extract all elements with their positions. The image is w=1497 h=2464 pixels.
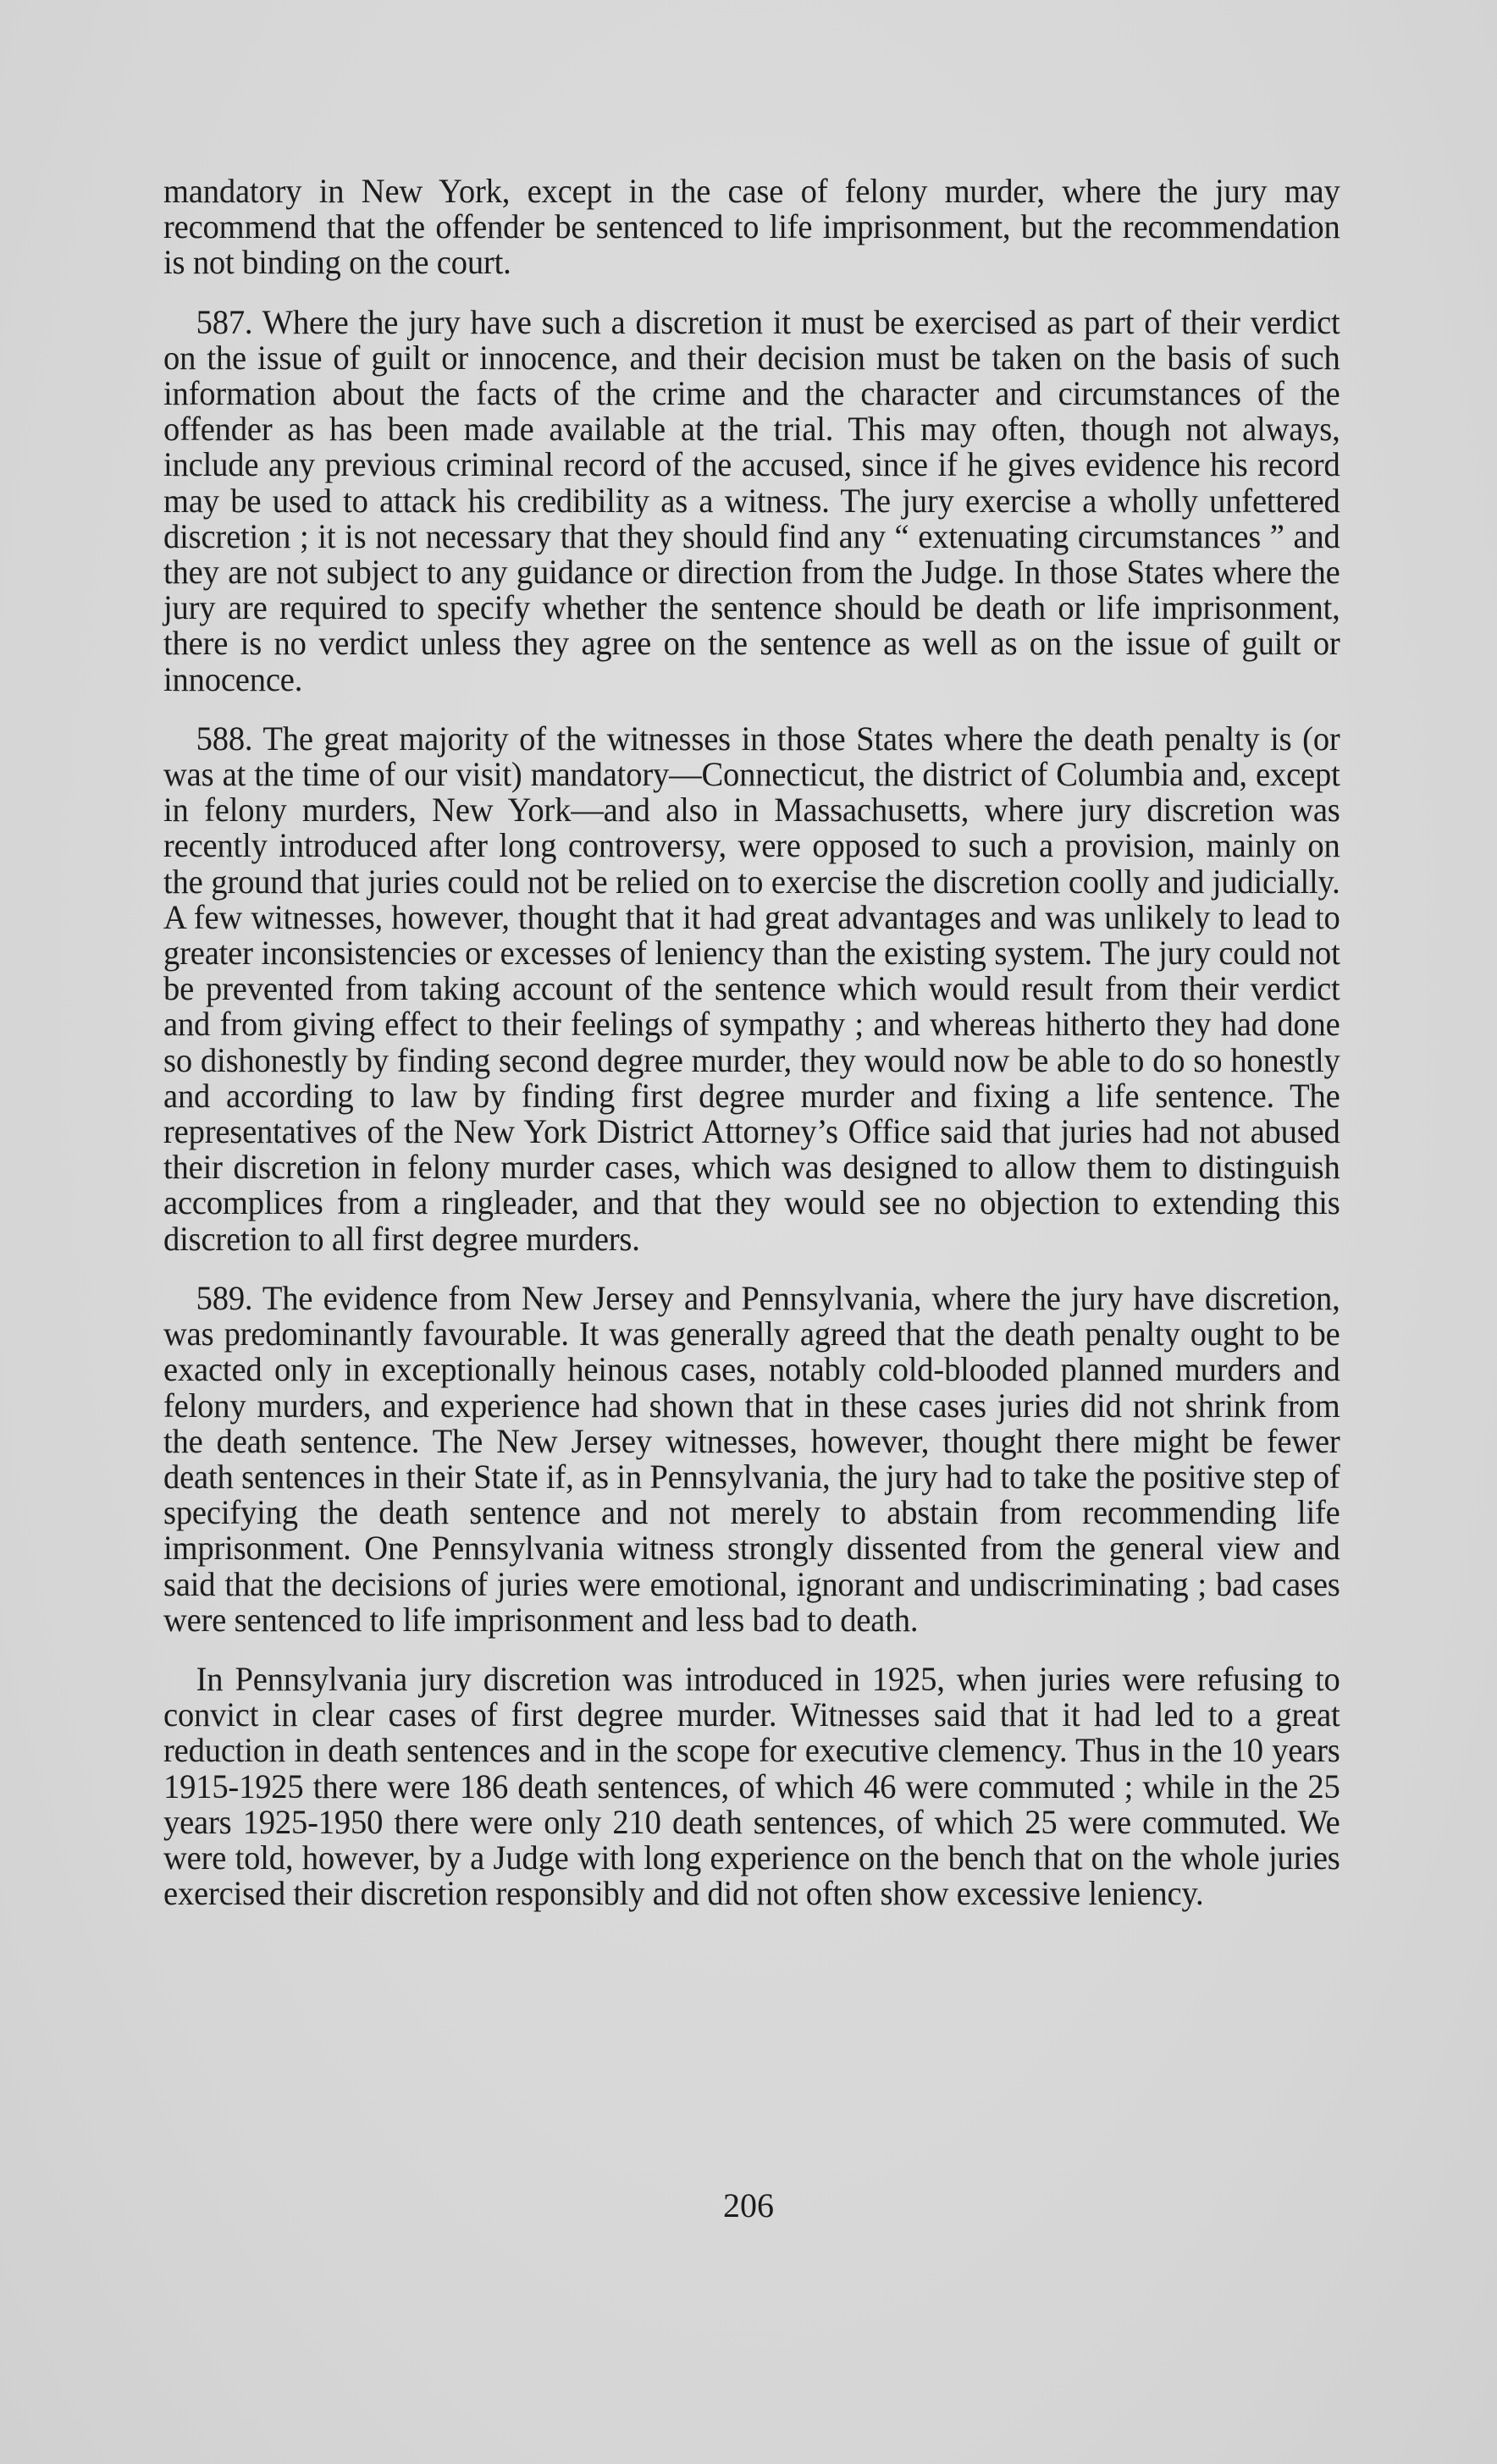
- paragraph-589: 589. The evidence from New Jersey and Pennsylvania, where the jury have discretion, was predominantly favourable. It was generally agreed that the death penalty ought to be exacted only in exceptionally heinous cases, notably cold-blooded planned murders and felony murders, and experience had shown that in these cases juries did not shrink from the death sentence. The New Jersey witnesses, however, thought there might be fewer death sentences in their State if, as in Pennsylvania, the jury had to take the positive step of specifying the death sentence and not merely to abstain from recommending life imprisonment. One Pennsylvania witness strongly dissented from the general view and said that the decisions of juries were emotional, ignorant and undiscriminating ; bad cases were sentenced to life imprisonment and less bad to death.: [163, 1278, 1340, 1639]
- paragraph-continuation: mandatory in New York, except in the case of felony murder, where the jury may recommend that the offender be sentenced to life imprisonment, but the recommendation is not binding on the court.: [163, 172, 1340, 282]
- paragraph-587: 587. Where the jury have such a discretion it must be exercised as part of their verdict on the issue of guilt or innocence, and their decision must be taken on the basis of such information about the facts of the crime and the character and circumstances of the offender as has been made available at the trial. This may often, though not always, include any previous criminal record of the accused, since if he gives evidence his record may be used to attack his credibility as a witness. The jury exercise a wholly unfettered discretion ; it is not necessary that they should find any “ extenuating circumstances ” and they are not subject to any guidance or direction from the Judge. In those States where the jury are required to specify whether the sentence should be death or life imprisonment, there is no verdict unless they agree on the sentence as well as on the issue of guilt or innocence.: [163, 302, 1340, 698]
- paragraph-588: 588. The great majority of the witnesses in those States where the death penalty is (or was at the time of our visit) mandatory—Connecticut, the district of Columbia and, except in felony murders, New York—and also in Massachusetts, where jury discretion was recently introduced after long controversy, were opposed to such a provision, mainly on the ground that juries could not be relied on to exercise the discretion coolly and judicially. A few witnesses, however, thought that it had great advantages and was unlikely to lead to greater inconsistencies or excesses of leniency than the existing system. The jury could not be prevented from taking account of the sentence which would result from their verdict and from giving effect to their feelings of sympathy ; and whereas hitherto they had done so dishonestly by finding second degree murder, they would now be able to do so honestly and according to law by finding first degree murder and fixing a life sentence. The representatives of the New York District Attorney’s Office said that juries had not abused their discretion in felony murder cases, which was designed to allow them to distinguish accomplices from a ringleader, and that they would see no objection to extending this discretion to all first degree murders.: [163, 719, 1340, 1258]
- body-text: [163, 174, 1340, 1911]
- page-number: 206: [723, 2186, 774, 2224]
- paragraph-589-continuation: In Pennsylvania jury discretion was introduced in 1925, when juries were refusing to convict in clear cases of first degree murder. Witnesses said that it had led to a great reduction in death sentences and in the scope for executive clemency. Thus in the 10 years 1915-1925 there were 186 death sentences, of which 46 were commuted ; while in the 25 years 1925-1950 there were only 210 death sentences, of which 25 were commuted. We were told, however, by a Judge with long experience on the bench that on the whole juries exercised their discretion responsibly and did not often show excessive leniency.: [163, 1659, 1340, 1913]
